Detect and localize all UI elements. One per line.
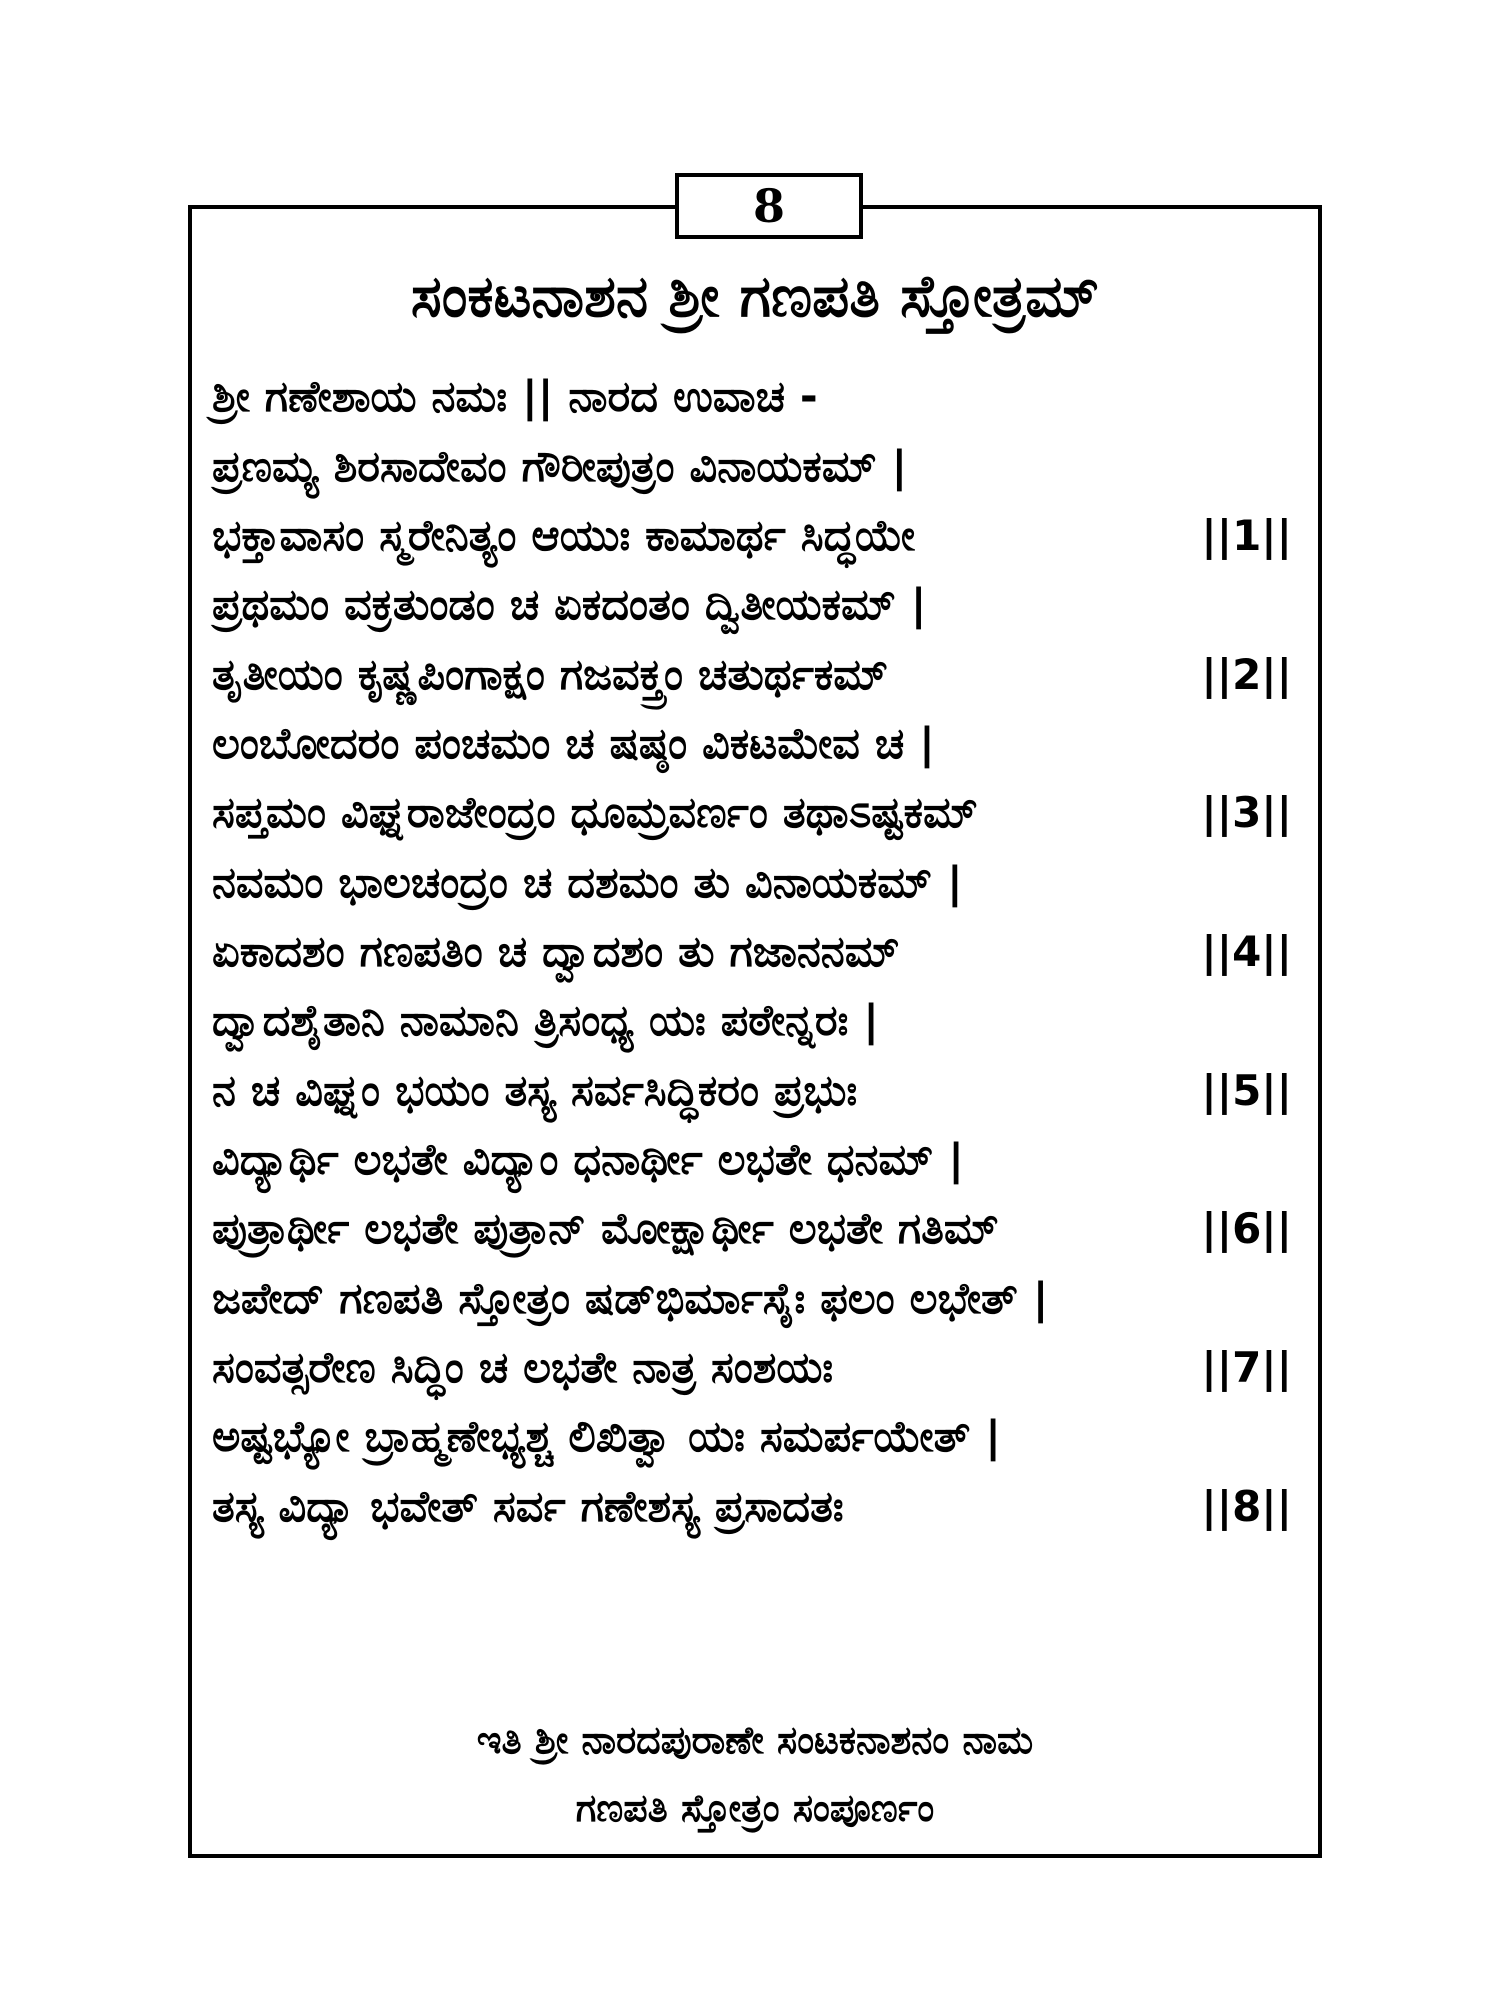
verse-line [212,778,1302,848]
page-number: 8 [752,179,785,233]
verse-text: ಅಷ್ಟಭ್ಯೋ ಬ್ರಾಹ್ಮಣೇಭ್ಯಶ್ಚ ಲಿಖಿತ್ವಾ ಯಃ ಸಮರ್ಪಯೇತ್ | [212,1412,1001,1462]
verse-number: ||6|| [1201,1204,1292,1253]
verse-text: ನ ಚ ವಿಘ್ನಂ ಭಯಂ ತಸ್ಯ ಸರ್ವಸಿದ್ಧಿಕರಂ ಪ್ರಭುಃ [212,1066,858,1116]
verse-line [212,1125,1302,1195]
verse-line [212,1264,1302,1334]
verse-line [212,1333,1302,1403]
verse-text: ಲಂಬೋದರಂ ಪಂಚಮಂ ಚ ಷಷ್ಠಂ ವಿಕಟಮೇವ ಚ | [212,719,935,769]
verse-text: ಭಕ್ತಾವಾಸಂ ಸ್ಮರೇನಿತ್ಯಂ ಆಯುಃ ಕಾಮಾರ್ಥ ಸಿದ್ಧಯೇ [212,511,916,561]
verse-line [212,1402,1302,1472]
verse-line [212,570,1302,640]
verse-text: ಏಕಾದಶಂ ಗಣಪತಿಂ ಚ ದ್ವಾದಶಂ ತು ಗಜಾನನಮ್ [212,927,900,977]
verse-text: ನವಮಂ ಭಾಲಚಂದ್ರಂ ಚ ದಶಮಂ ತು ವಿನಾಯಕಮ್ | [212,858,963,908]
verse-line [212,501,1302,571]
verse-number: ||2|| [1201,650,1292,699]
verse-text: ಶ್ರೀ ಗಣೇಶಾಯ ನಮಃ || ನಾರದ ಉವಾಚ - [212,372,818,422]
page-number-box [675,173,863,239]
verse-text: ಜಪೇದ್ ಗಣಪತಿ ಸ್ತೋತ್ರಂ ಷಡ್‌ಭಿರ್ಮಾಸೈಃ ಫಲಂ ಲಭೇತ್ | [212,1274,1049,1324]
verse-number: ||4|| [1201,927,1292,976]
verse-text: ದ್ವಾದಶೈತಾನಿ ನಾಮಾನಿ ತ್ರಿಸಂಧ್ಯ ಯಃ ಪಠೇನ್ನರಃ | [212,996,879,1046]
verse-line [212,709,1302,779]
verse-number: ||3|| [1201,788,1292,837]
verse-text: ಸಂವತ್ಸರೇಣ ಸಿದ್ಧಿಂ ಚ ಲಭತೇ ನಾತ್ರ ಸಂಶಯಃ [212,1343,834,1393]
verse-line [212,1056,1302,1126]
verse-text: ಪ್ರಥಮಂ ವಕ್ರತುಂಡಂ ಚ ಏಕದಂತಂ ದ್ವಿತೀಯಕಮ್ | [212,580,927,630]
verse-text: ವಿದ್ಯಾರ್ಥಿ ಲಭತೇ ವಿದ್ಯಾಂ ಧನಾರ್ಥೀ ಲಭತೇ ಧನಮ್ | [212,1135,964,1185]
verse-text: ತೃತೀಯಂ ಕೃಷ್ಣಪಿಂಗಾಕ್ಷಂ ಗಜವಕ್ತ್ರಂ ಚತುರ್ಥಕಮ್ [212,650,889,700]
verse-line [212,1194,1302,1264]
colophon-line: ಗಣಪತಿ ಸ್ತೋತ್ರಂ ಸಂಪೂರ್ಣಂ [575,1786,935,1830]
verse-line [212,848,1302,918]
verse-line [212,917,1302,987]
verse-text: ಸಪ್ತಮಂ ವಿಘ್ನರಾಜೇಂದ್ರಂ ಧೂಮ್ರವರ್ಣಂ ತಥಾಽಷ್ಟಕಮ್ [212,788,978,838]
verse-line [212,1472,1302,1542]
verse-text: ತಸ್ಯ ವಿದ್ಯಾ ಭವೇತ್ ಸರ್ವ ಗಣೇಶಸ್ಯ ಪ್ರಸಾದತಃ [212,1482,844,1532]
verse-line [212,986,1302,1056]
verse-line [212,640,1302,710]
verse-number: ||1|| [1201,511,1292,560]
verse-number: ||7|| [1201,1343,1292,1392]
colophon-line: ಇತಿ ಶ್ರೀ ನಾರದಪುರಾಣೇ ಸಂಟಕನಾಶನಂ ನಾಮ [476,1718,1034,1762]
verse-number: ||5|| [1201,1066,1292,1115]
verse-text: ಪುತ್ರಾರ್ಥೀ ಲಭತೇ ಪುತ್ರಾನ್ ಮೋಕ್ಷಾರ್ಥೀ ಲಭತೇ ಗತಿಮ್ [212,1204,999,1254]
verse-line [212,362,1302,432]
verse-text: ಪ್ರಣಮ್ಯ ಶಿರಸಾದೇವಂ ಗೌರೀಪುತ್ರಂ ವಿನಾಯಕಮ್ | [212,442,908,492]
verse-line [212,432,1302,502]
page-title: ಸಂಕಟನಾಶನ ಶ್ರೀ ಗಣಪತಿ ಸ್ತೋತ್ರಮ್ [410,262,1100,330]
verse-number: ||8|| [1201,1482,1292,1531]
